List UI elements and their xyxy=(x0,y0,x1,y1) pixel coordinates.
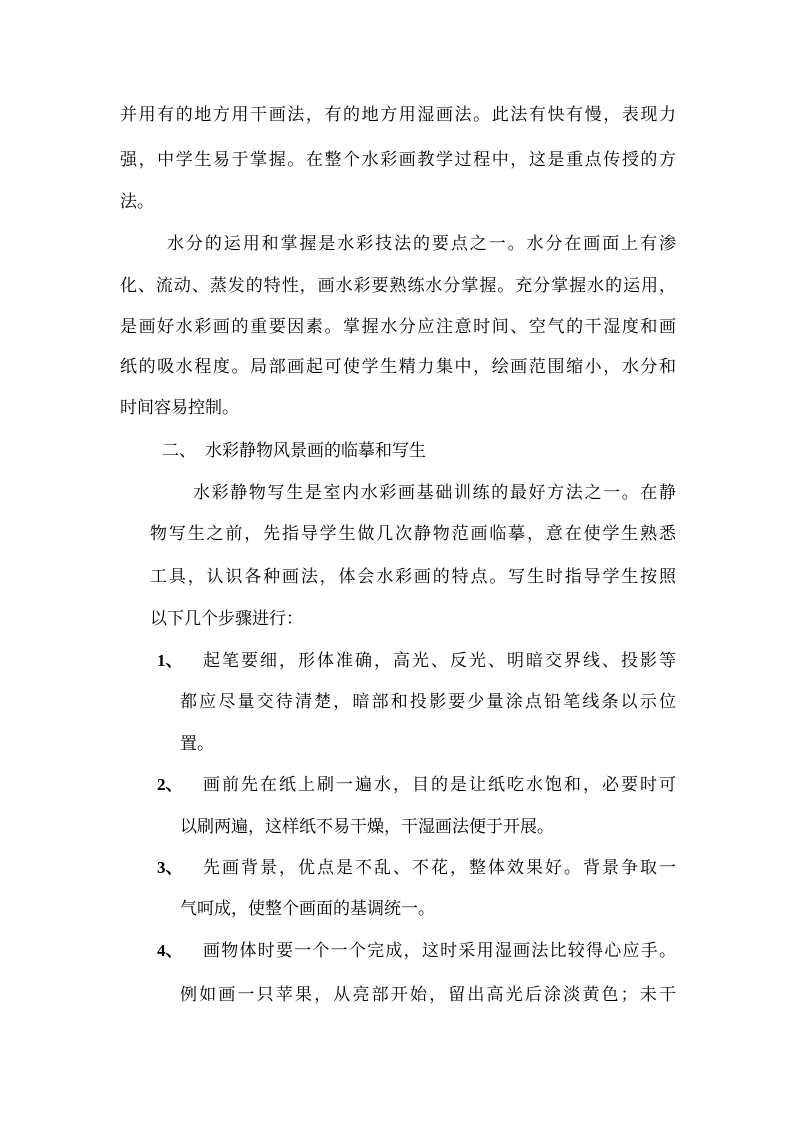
section-heading-number: 二、 xyxy=(162,441,196,461)
paragraph-1-line-1: 并用有的地方用干画法，有的地方用湿画法。此法有快有慢，表现力 xyxy=(120,105,676,125)
step-2-line-2: 以刷两遍，这样纸不易干燥，干湿画法便于开展。 xyxy=(180,817,554,837)
paragraph-3-line-4: 以下几个步骤进行： xyxy=(150,609,303,629)
step-3-number: 3、 xyxy=(157,858,183,877)
step-1-line-2: 都应尽量交待清楚，暗部和投影要少量涂点铅笔线条以示位 xyxy=(180,692,676,712)
paragraph-3-line-1: 水彩静物写生是室内水彩画基础训练的最好方法之一。在静 xyxy=(193,483,676,503)
paragraph-2-line-5: 时间容易控制。 xyxy=(120,398,239,418)
step-1-line-3: 置。 xyxy=(180,734,214,754)
paragraph-1-line-2: 强，中学生易于掌握。在整个水彩画教学过程中，这是重点传授的方 xyxy=(120,150,676,170)
paragraph-2-line-3: 是画好水彩画的重要因素。掌握水分应注意时间、空气的干湿度和画 xyxy=(120,317,676,337)
paragraph-2-line-4: 纸的吸水程度。局部画起可使学生精力集中，绘画范围缩小，水分和 xyxy=(120,357,676,377)
step-3-line-1: 先画背景，优点是不乱、不花，整体效果好。背景争取一 xyxy=(203,858,676,878)
step-1-line-1: 起笔要细，形体准确，高光、反光、明暗交界线、投影等 xyxy=(203,651,676,671)
paragraph-2-line-1: 水分的运用和掌握是水彩技法的要点之一。水分在画面上有渗 xyxy=(167,234,676,254)
paragraph-3-line-2: 物写生之前，先指导学生做几次静物范画临摹，意在使学生熟悉 xyxy=(150,524,676,544)
step-2-number: 2、 xyxy=(157,775,183,794)
step-3-line-2: 气呵成，使整个画面的基调统一。 xyxy=(180,899,435,919)
paragraph-3-line-3: 工具，认识各种画法，体会水彩画的特点。写生时指导学生按照 xyxy=(150,567,676,587)
section-heading: 水彩静物风景画的临摹和写生 xyxy=(205,441,426,461)
paragraph-2-line-2: 化、流动、蒸发的特性，画水彩要熟练水分掌握。充分掌握水的运用， xyxy=(120,276,676,296)
step-2-line-1: 画前先在纸上刷一遍水，目的是让纸吃水饱和，必要时可 xyxy=(203,775,676,795)
step-4-line-1: 画物体时要一个一个完成，这时采用湿画法比较得心应手。 xyxy=(203,941,676,961)
step-1-number: 1、 xyxy=(157,651,183,670)
step-4-line-2: 例如画一只苹果，从亮部开始，留出高光后涂淡黄色；未干 xyxy=(180,985,676,1005)
step-4-number: 4、 xyxy=(157,941,183,960)
paragraph-1-line-3: 法。 xyxy=(120,192,154,212)
